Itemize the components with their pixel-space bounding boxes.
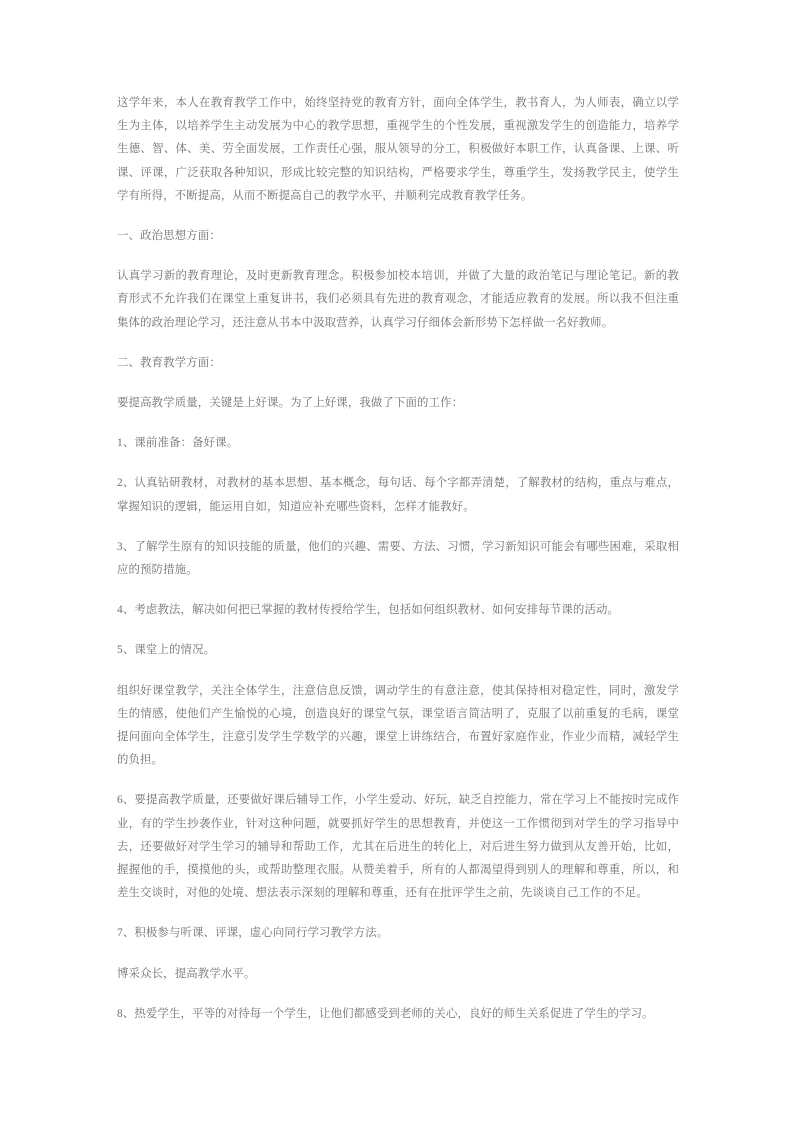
- list-item-7-peer-observation: 7、积极参与听课、评课，虚心向同行学习教学方法。: [117, 927, 389, 940]
- list-item-5-classroom-situation: 5、课堂上的情况。: [117, 644, 216, 657]
- paragraph-broad-learning: 博采众长，提高教学水平。: [117, 967, 256, 980]
- list-item-1-lesson-preparation: 1、课前准备：备好课。: [117, 437, 239, 450]
- list-item-6-after-class-tutoring: 6、要提高教学质量，还要做好课后辅导工作，小学生爱动、好玩，缺乏自控能力，常在学习上不能按时完成作业，有的学生抄袭作业，针对这种问题，就要抓好学生的思想教育，并使这一工作惯彻到对学生的学习指导中去，还要做好对学生学习的辅导和帮助工作，尤其在后进生的转化上，对后进生努力做到从友善开始，比如，握握他的手，摸摸他的头，或帮助整理衣服。从赞美着手，所有的人都渴望得到别人的理解和尊重，所以，和差生交谈时，对他的处境、想法表示深刻的理解和尊重，还有在批评学生之前，先谈谈自己工作的不足。: [117, 794, 679, 900]
- paragraph-political-thought-body: 认真学习新的教育理论，及时更新教育理念。积极参加校本培训，并做了大量的政治笔记与理论笔记。新的教育形式不允许我们在课堂上重复讲书，我们必须具有先进的教育观念，才能适应教育的发展。所以我不但注重集体的政治理论学习，还注意从书本中汲取营养，认真学习仔细体会新形势下怎样做一名好教师。: [117, 270, 679, 329]
- document-text-body: [117, 92, 679, 1026]
- paragraph-intro: 这学年来，本人在教育教学工作中，始终坚持党的教育方针，面向全体学生，教书育人，为人师表，确立以学生为主体，以培养学生主动发展为中心的教学思想，重视学生的个性发展，重视激发学生的创造能力，培养学生德、智、体、美、劳全面发展，工作责任心强，服从领导的分工，积极做好本职工作，认真备课、上课、听课、评课，广泛获取各种知识，形成比较完整的知识结构，严格要求学生，尊重学生，发扬教学民主，使学生学有所得，不断提高，从而不断提高自己的教学水平，并顺利完成教育教学任务。: [117, 97, 679, 202]
- list-item-2-study-materials: 2、认真钻研教材，对教材的基本思想、基本概念，每句话、每个字都弄清楚，了解教材的结构，重点与难点，掌握知识的逻辑，能运用自如，知道应补充哪些资料，怎样才能教好。: [117, 477, 679, 513]
- section-heading-education-teaching: 二、教育教学方面：: [117, 356, 221, 369]
- paragraph-education-teaching-intro: 要提高教学质量，关键是上好课。为了上好课，我做了下面的工作：: [117, 397, 464, 410]
- section-heading-political-thought: 一、政治思想方面：: [117, 230, 221, 243]
- list-item-4-teaching-methods: 4、考虑教法，解决如何把已掌握的教材传授给学生，包括如何组织教材、如何安排每节课的活动。: [117, 604, 620, 617]
- paragraph-classroom-teaching-body: 组织好课堂教学，关注全体学生，注意信息反馈，调动学生的有意注意，使其保持相对稳定性，同时，激发学生的情感，使他们产生愉悦的心境，创造良好的课堂气氛，课堂语言简洁明了，克服了以前重复的毛病，课堂提问面向全体学生，注意引发学生学数学的兴趣，课堂上讲练结合，布置好家庭作业，作业少而精，减轻学生的负担。: [117, 684, 679, 767]
- list-item-3-know-students: 3、了解学生原有的知识技能的质量，他们的兴趣、需要、方法、习惯，学习新知识可能会有哪些困难，采取相应的预防措施。: [117, 540, 679, 577]
- list-item-8-love-students: 8、热爱学生，平等的对待每一个学生，让他们都感受到老师的关心，良好的师生关系促进了学生的学习。: [117, 1007, 654, 1020]
